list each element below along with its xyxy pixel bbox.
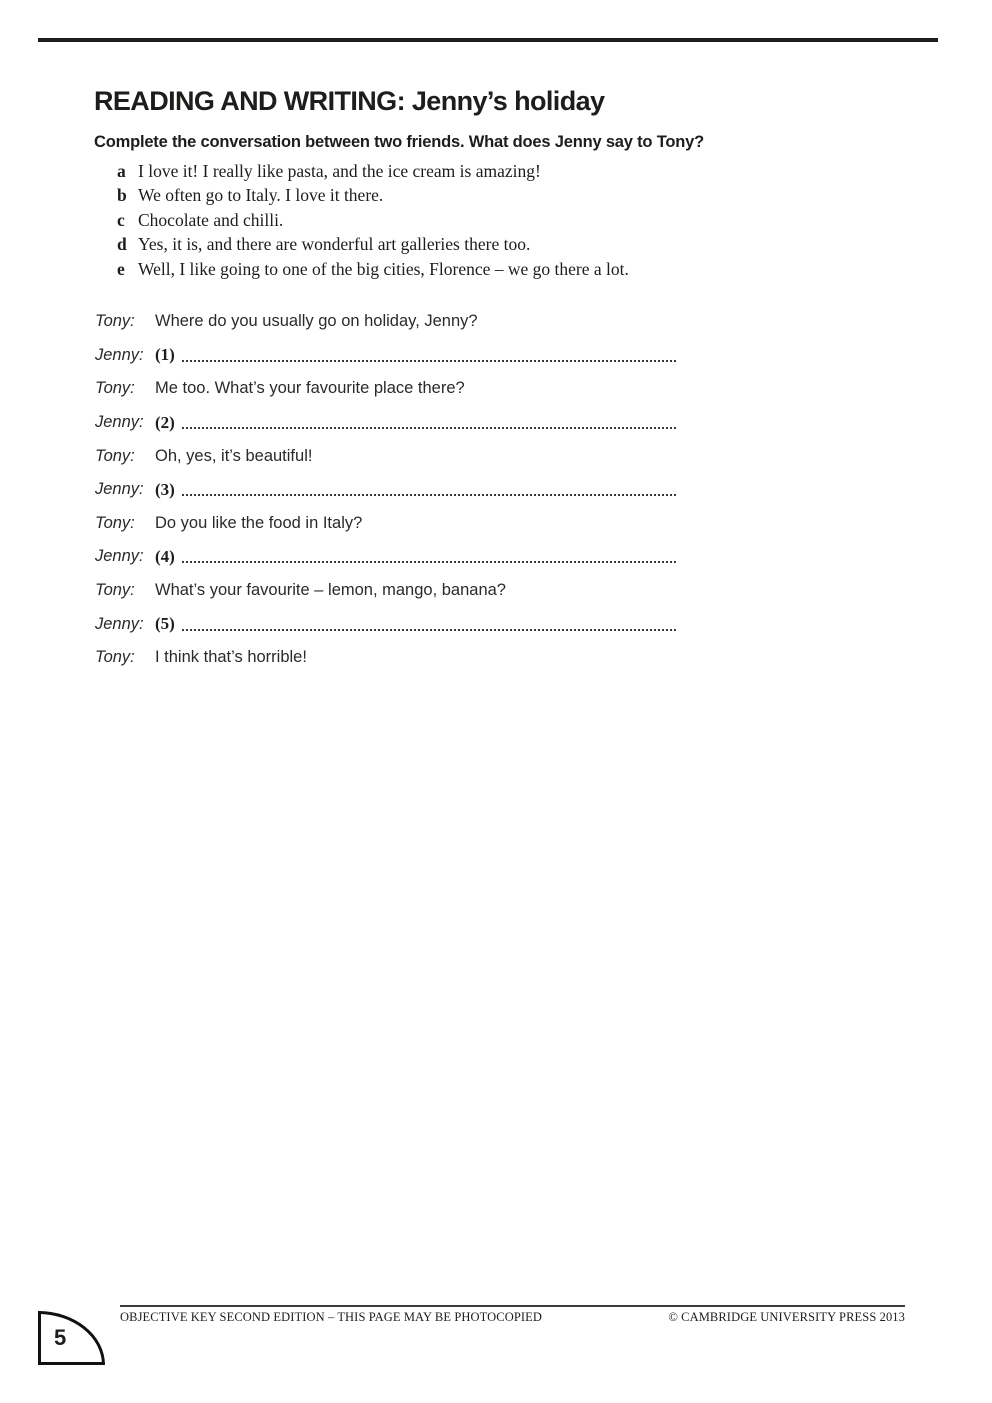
footer-edition-notice: OBJECTIVE KEY SECOND EDITION – THIS PAGE MAY BE PHOTOCOPIED [120,1310,543,1324]
top-rule [38,38,938,42]
speaker-label: Jenny: [95,547,144,566]
dialogue-line-jenny [95,607,676,641]
speaker-label: Tony: [95,648,135,667]
option-letter: a [117,161,126,181]
dialogue-line-tony [95,439,676,473]
speech-text: Do you like the food in Italy? [155,513,363,532]
task-instruction: Complete the conversation between two friends. What does Jenny say to Tony? [94,133,704,151]
answer-blank-3[interactable] [182,483,676,496]
speaker-label: Tony: [95,581,135,600]
dialogue-line-jenny [95,339,676,373]
dialogue-line-jenny [95,540,676,574]
option-letter: d [117,234,127,255]
dialogue-line-tony [95,372,676,406]
option-item [117,232,629,256]
dialogue-line-tony [95,507,676,541]
blank-number: (5) [155,614,175,634]
speaker-label: Jenny: [95,345,144,364]
dialogue-line-tony [95,641,676,675]
speaker-label: Jenny: [95,614,144,633]
dialogue-line-jenny [95,406,676,440]
page-title: READING AND WRITING: Jenny’s holiday [94,86,605,116]
option-item [117,208,629,232]
speech-text: Me too. What’s your favourite place there? [155,379,465,398]
page-number: 5 [54,1325,67,1350]
dialogue-line-jenny [95,473,676,507]
speech-text: Where do you usually go on holiday, Jenny? [155,312,478,331]
option-text: Yes, it is, and there are wonderful art galleries there too. [138,234,531,255]
speaker-label: Jenny: [95,413,144,432]
option-letter: b [117,185,127,206]
footer-copyright: © CAMBRIDGE UNIVERSITY PRESS 2013 [668,1310,905,1324]
answer-options-list [117,159,629,281]
speaker-label: Tony: [95,379,135,398]
blank-number: (1) [155,345,175,365]
blank-number: (2) [155,412,175,432]
option-item [117,257,629,281]
option-item [117,159,629,183]
blank-number: (3) [155,479,175,499]
blank-number: (4) [155,546,175,566]
speech-text: What’s your favourite – lemon, mango, banana? [155,581,506,600]
speaker-label: Tony: [95,513,135,532]
dialogue-line-tony [95,305,676,339]
option-text: Well, I like going to one of the big cities, Florence – we go there a lot. [138,258,629,279]
speech-text: Oh, yes, it’s beautiful! [155,446,313,465]
option-text: I love it! I really like pasta, and the ice cream is amazing! [138,161,541,181]
option-item [117,183,629,207]
answer-blank-4[interactable] [182,550,676,563]
speaker-label: Tony: [95,312,135,331]
option-text: We often go to Italy. I love it there. [138,185,384,206]
answer-blank-2[interactable] [182,416,676,429]
answer-blank-1[interactable] [182,349,676,362]
speaker-label: Tony: [95,446,135,465]
speaker-label: Jenny: [95,480,144,499]
footer-rule [120,1305,905,1307]
answer-blank-5[interactable] [182,618,676,631]
option-letter: e [117,258,125,279]
dialogue-line-tony [95,574,676,608]
option-text: Chocolate and chilli. [138,209,284,230]
page-number-tab [38,1311,105,1365]
option-letter: c [117,209,125,230]
footer [120,1310,905,1325]
conversation [95,305,676,675]
speech-text: I think that’s horrible! [155,648,307,667]
